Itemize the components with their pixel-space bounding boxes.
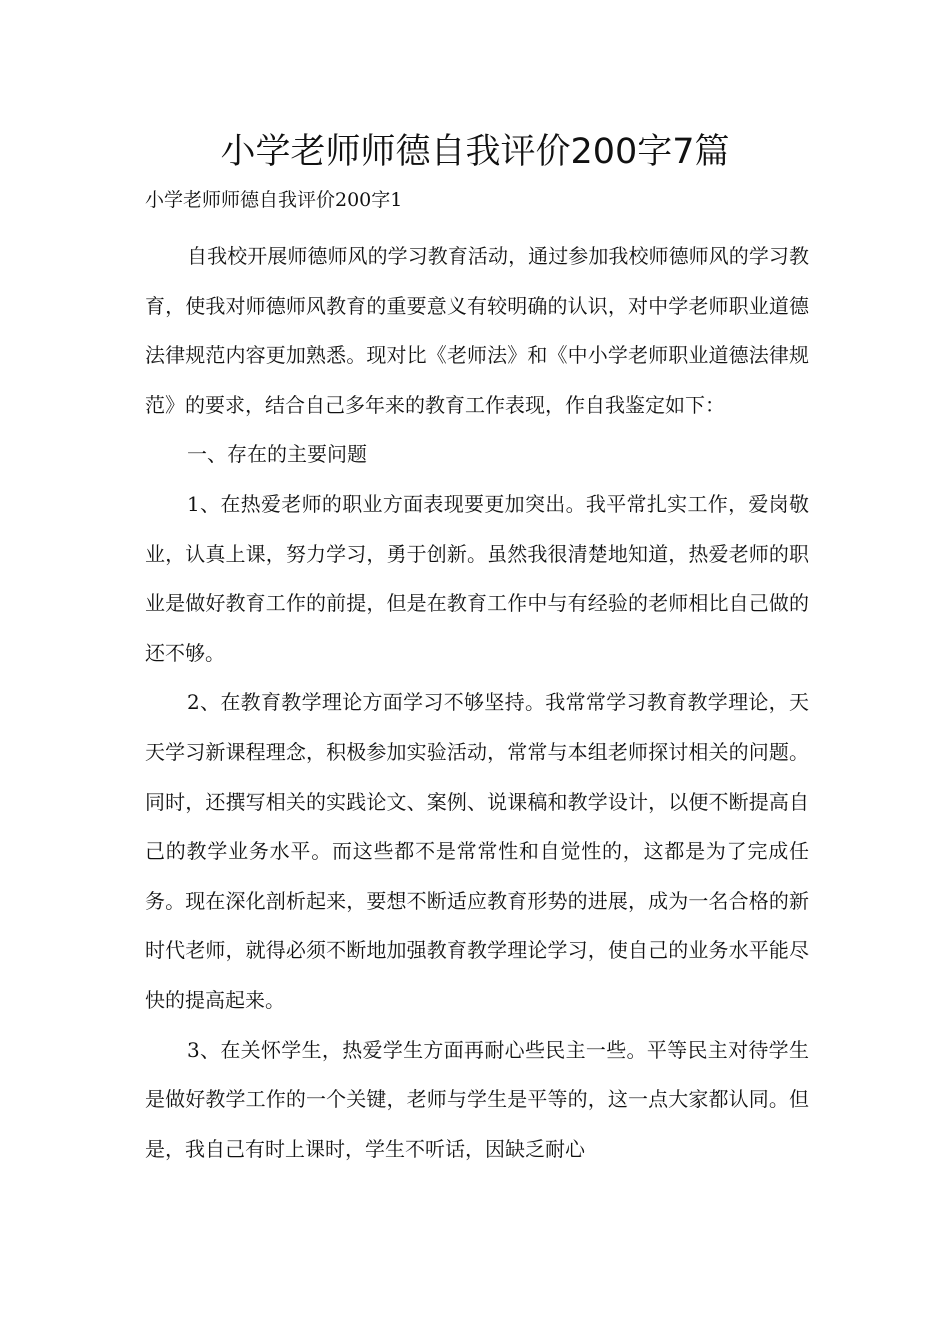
paragraph-section-heading: 一、存在的主要问题 [187,442,367,467]
paragraph-point-1: 1、在热爱老师的职业方面表现要更加突出。我平常扎实工作，爱岗敬业，认真上课，努力学习，勇于创新。虽然我很清楚地知道，热爱老师的职业是做好教育工作的前提，但是在教育工作中与有经验的老师相比自己做的还不够。 [145,491,809,665]
document-body [145,232,809,1174]
paragraph-point-2: 2、在教育教学理论方面学习不够坚持。我常常学习教育教学理论，天天学习新课程理念，积极参加实验活动，常常与本组老师探讨相关的问题。同时，还撰写相关的实践论文、案例、说课稿和教学设计，以便不断提高自己的教学业务水平。而这些都不是常常性和自觉性的，这都是为了完成任务。现在深化剖析起来，要想不断适应教育形势的进展，成为一名合格的新时代老师，就得必须不断地加强教育教学理论学习，使自己的业务水平能尽快的提高起来。 [145,690,809,1012]
section-heading: 小学老师师德自我评价200字1 [145,189,403,211]
paragraph-point-3: 3、在关怀学生，热爱学生方面再耐心些民主一些。平等民主对待学生是做好教学工作的一个关键，老师与学生是平等的，这一点大家都认同。但是，我自己有时上课时，学生不听话，因缺乏耐心 [145,1037,809,1161]
document-title: 小学老师师德自我评价200字7篇 [220,132,730,172]
paragraph-intro: 自我校开展师德师风的学习教育活动，通过参加我校师德师风的学习教育，使我对师德师风教育的重要意义有较明确的认识，对中学老师职业道德法律规范内容更加熟悉。现对比《老师法》和《中小学老师职业道德法律规范》的要求，结合自己多年来的教育工作表现，作自我鉴定如下： [145,244,809,417]
